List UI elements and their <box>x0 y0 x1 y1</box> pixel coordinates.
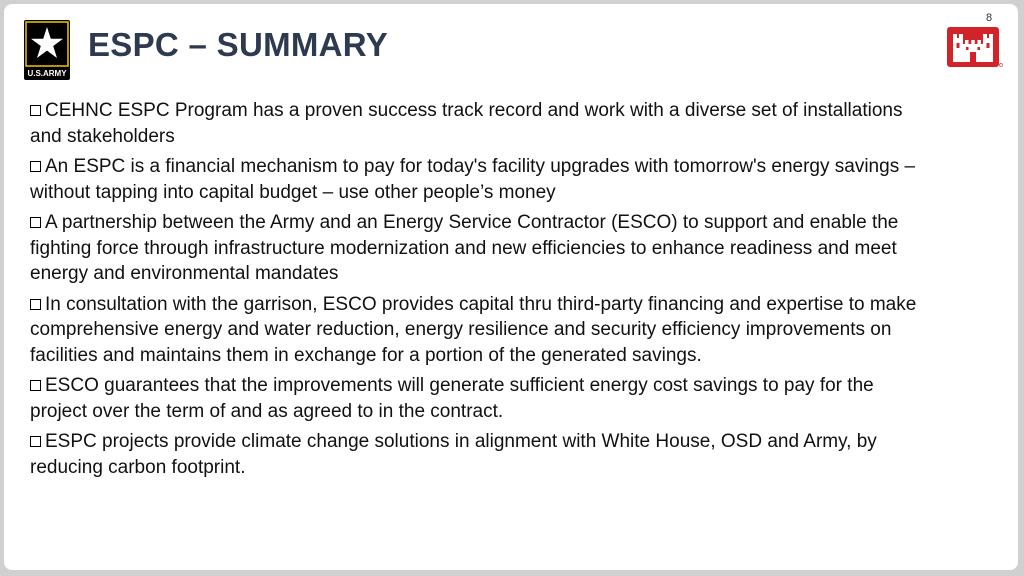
bullet-item <box>30 210 930 287</box>
bullet-text: CEHNC ESPC Program has a proven success track record and work with a diverse set of installations and stakeholders <box>30 100 903 147</box>
army-logo-text: U.S.ARMY <box>27 69 67 78</box>
checkbox-bullet-icon <box>30 105 41 116</box>
checkbox-bullet-icon <box>30 436 41 447</box>
checkbox-bullet-icon <box>30 161 41 172</box>
bullet-item <box>30 429 930 480</box>
bullet-item <box>30 98 930 149</box>
us-army-logo <box>24 20 70 80</box>
page-title: ESPC – SUMMARY <box>88 26 389 63</box>
bullet-text: ESCO guarantees that the improvements will generate sufficient energy cost savings to pay for the project over the term of and as agreed to in the contract. <box>30 375 874 422</box>
bullet-text: In consultation with the garrison, ESCO provides capital thru third-party financing and expertise to make comprehensive energy and water reduction, energy resilience and security efficiency improvements on facilities and maintains them in exchange for a portion of the generated savings. <box>30 293 917 366</box>
bullet-item <box>30 154 930 205</box>
usace-castle-logo <box>946 26 1004 70</box>
bullet-list <box>30 98 930 485</box>
slide <box>4 4 1018 570</box>
bullet-item <box>30 292 930 369</box>
bullet-text: An ESPC is a financial mechanism to pay for today's facility upgrades with tomorrow's energy savings – without tapping into capital budget – use other people’s money <box>30 156 916 203</box>
page-number: 8 <box>986 12 993 24</box>
checkbox-bullet-icon <box>30 299 41 310</box>
bullet-text: A partnership between the Army and an Energy Service Contractor (ESCO) to support and enable the fighting force through infrastructure modernization and new efficiencies to enhance readiness and meet energy and environmental mandates <box>30 212 899 284</box>
bullet-item <box>30 373 930 424</box>
checkbox-bullet-icon <box>30 217 41 228</box>
checkbox-bullet-icon <box>30 380 41 391</box>
bullet-text: ESPC projects provide climate change solutions in alignment with White House, OSD and Army, by reducing carbon footprint. <box>30 431 877 478</box>
